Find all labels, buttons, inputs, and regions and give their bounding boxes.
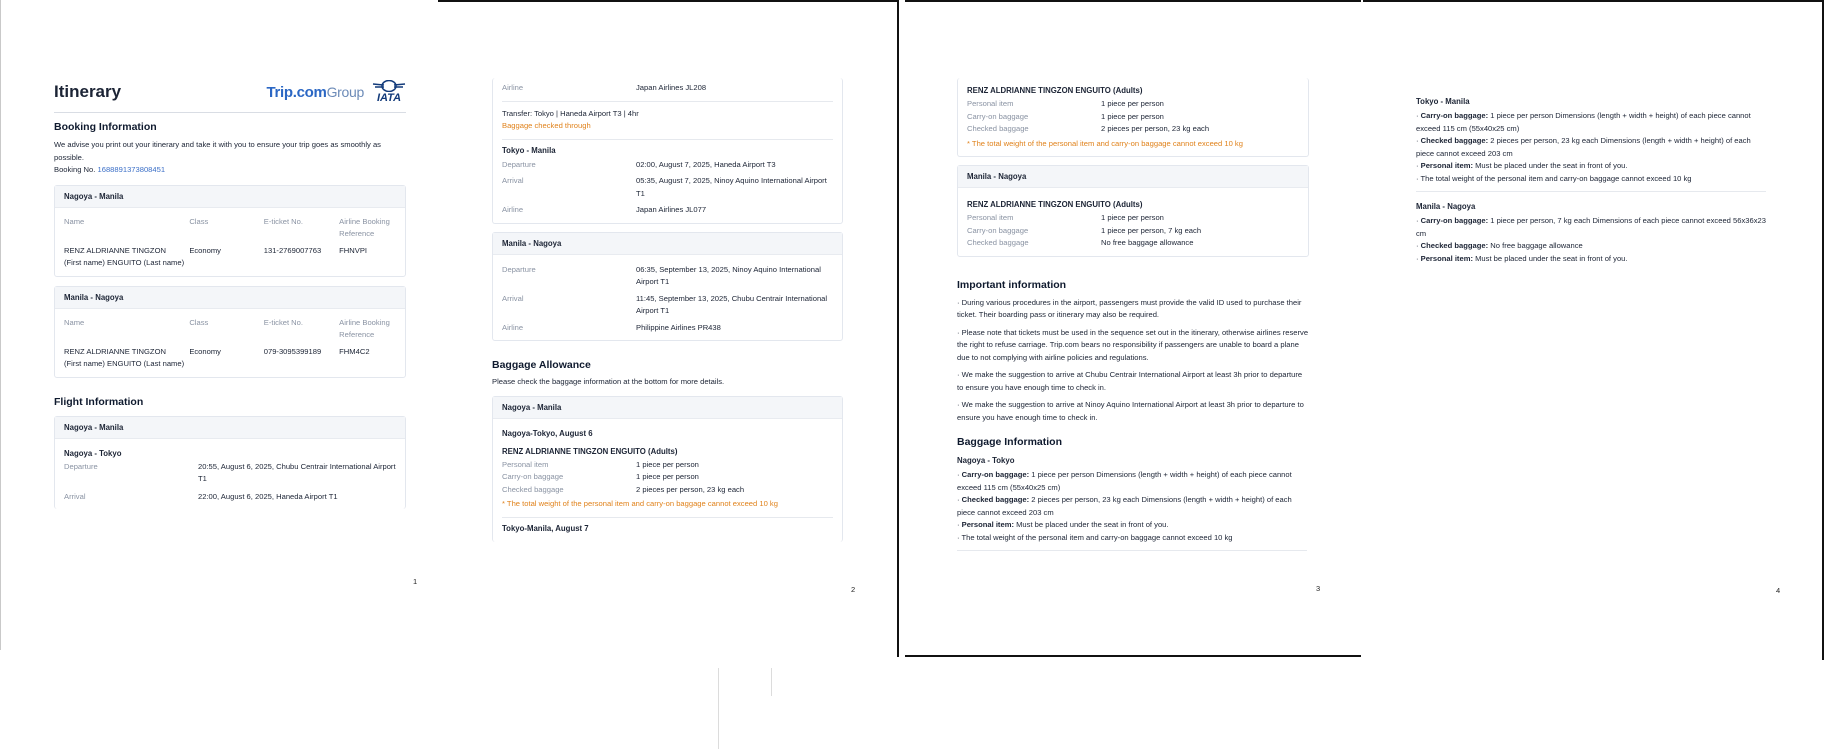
baggage-card: Nagoya - Manila Nagoya-Tokyo, August 6 RENZ ALDRIANNE TINGZON ENGUITO (Adults) Personal item 1 piece per person Carry-on baggage 1 piece per person Checked baggage 2 pieces per person, 23 kg each * The total weight of the personal item and carry-on baggage cannot exceed 10 kg Tokyo-Manila, August 7 — [492, 396, 843, 542]
list-item: · We make the suggestion to arrive at Chubu Centrair International Airport at least 3h prior to departure to ensure you have enough time to check in. — [957, 370, 1303, 392]
page-4 — [1363, 0, 1824, 660]
flight-card: Nagoya - Manila Nagoya - Tokyo Departure 20:55, August 6, 2025, Chubu Centrair International Airport T1 Arrival 22:00, August 6, 2025, Haneda Airport T1 — [54, 416, 406, 510]
list-item: · Carry-on baggage: 1 piece per person Dimensions (length + width + height) of each piece cannot exceed 115 cm (55x40x25 cm) — [1416, 111, 1751, 133]
list-item: · During various procedures in the airport, passengers must provide the valid ID used to purchase their ticket. Their boarding pass or itinerary may also be required. — [957, 297, 1302, 319]
baggage-info-leg: Manila - Nagoya — [1416, 202, 1476, 211]
list-item: · We make the suggestion to arrive at Ninoy Aquino International Airport at least 3h prior to departure to ensure you have enough time to check in. — [957, 400, 1304, 422]
important-heading: Important information — [957, 278, 1067, 291]
baggage-allowance-heading: Baggage Allowance — [492, 359, 591, 371]
segment-card-1 — [54, 185, 406, 277]
table-row: RENZ ALDRIANNE TINGZON (First name) ENGUITO (Last name) Economy 079-3095399189 FHM4C2 — [64, 346, 370, 368]
passenger-name: RENZ ALDRIANNE TINGZON ENGUITO (Adults) — [502, 446, 678, 456]
page-1 — [0, 0, 436, 650]
list-item: · Personal item: Must be placed under the seat in front of you. — [1416, 253, 1628, 263]
segment-route: Manila - Nagoya — [55, 287, 405, 309]
table-row: RENZ ALDRIANNE TINGZON (First name) ENGUITO (Last name) Economy 131-2769007763 FHNVPI — [64, 245, 368, 267]
return-baggage-card: Manila - Nagoya RENZ ALDRIANNE TINGZON ENGUITO (Adults) Personal item 1 piece per person Carry-on baggage 1 piece per person, 7 kg each Checked baggage No free baggage allowance — [957, 165, 1309, 257]
baggage-info-leg: Tokyo - Manila — [1416, 97, 1470, 106]
weight-note: * The total weight of the personal item and carry-on baggage cannot exceed 10 kg — [967, 138, 1243, 148]
passenger-name: RENZ ALDRIANNE TINGZON ENGUITO (Adults) — [967, 86, 1143, 95]
passenger-name: RENZ ALDRIANNE TINGZON ENGUITO (Adults) — [967, 200, 1143, 209]
list-item: · Personal item: Must be placed under the seat in front of you. — [1416, 161, 1628, 170]
page-number: 2 — [851, 585, 856, 594]
flight-leg-title: Tokyo - Manila — [502, 145, 556, 155]
table-header: Name Class E-ticket No. Airline Booking Reference — [64, 317, 390, 339]
page-3 — [905, 0, 1361, 659]
booking-number-link[interactable]: 1688891373808451 — [97, 165, 166, 174]
flight-heading: Flight Information — [54, 395, 144, 408]
list-item: · The total weight of the personal item and carry-on baggage cannot exceed 10 kg — [957, 532, 1233, 542]
tripcom-logo: Trip.comGroup — [266, 83, 364, 101]
list-item: · Personal item: Must be placed under the seat in front of you. — [957, 520, 1169, 529]
baggage-info-heading: Baggage Information — [957, 436, 1063, 448]
page-2 — [438, 0, 899, 657]
booking-heading: Booking Information — [54, 121, 157, 133]
divider — [771, 668, 772, 696]
baggage-card-cont: RENZ ALDRIANNE TINGZON ENGUITO (Adults) Personal item 1 piece per person Carry-on baggage 1 piece per person Checked baggage 2 pieces per person, 23 kg each * The total weight of the personal item and carry-on baggage cannot exceed 10 kg — [957, 78, 1309, 157]
flight-card-title: Nagoya - Manila — [55, 417, 405, 439]
return-flight-title: Manila - Nagoya — [493, 233, 842, 255]
transfer-info: Transfer: Tokyo | Haneda Airport T3 | 4hr — [502, 108, 639, 118]
page-number: 4 — [1776, 586, 1781, 595]
baggage-leg-title: Tokyo-Manila, August 7 — [502, 523, 589, 533]
baggage-note: Please check the baggage information at the bottom for more details. — [492, 377, 725, 386]
baggage-through-note: Baggage checked through — [502, 121, 591, 130]
page-number: 1 — [413, 577, 418, 586]
flight-leg-title: Nagoya - Tokyo — [64, 448, 122, 458]
list-item: · Checked baggage: No free baggage allowance — [1416, 241, 1583, 250]
iata-logo: IATA — [372, 80, 406, 104]
iata-globe-icon — [372, 80, 406, 92]
baggage-card-title: Nagoya - Manila — [493, 397, 842, 419]
page-number: 3 — [1316, 584, 1321, 593]
list-item: · Carry-on baggage: 1 piece per person Dimensions (length + width + height) of each piece cannot exceed 115 cm (55x40x25 cm) — [957, 470, 1292, 492]
segment-route: Nagoya - Manila — [55, 186, 405, 208]
flight-card-cont: Airline Japan Airlines JL208 Transfer: Tokyo | Haneda Airport T3 | 4hr Baggage checked through Tokyo - Manila Departure 02:00, August 7, 2025, Haneda Airport T3 Arrival 05:35, August 7, 2025, Ninoy Aquino International Airport T1 Airline Japan Airlines JL077 — [492, 78, 843, 224]
important-list — [957, 297, 1309, 425]
divider — [718, 668, 719, 749]
return-baggage-title: Manila - Nagoya — [958, 166, 1308, 188]
list-item: · Carry-on baggage: 1 piece per person, 7 kg each Dimensions of each piece cannot exceed 56x36x23 cm — [1416, 216, 1766, 238]
weight-note: * The total weight of the personal item and carry-on baggage cannot exceed 10 kg — [502, 499, 778, 508]
itinerary-title: Itinerary — [54, 82, 122, 101]
list-item: · Checked baggage: 2 pieces per person, 23 kg each Dimensions (length + width + height) of each piece cannot exceed 203 cm — [957, 495, 1292, 517]
list-item: · Checked baggage: 2 pieces per person, 23 kg each Dimensions (length + width + height) of each piece cannot exceed 203 cm — [1416, 136, 1751, 158]
table-header: Name Class E-ticket No. Airline Booking Reference — [64, 216, 390, 238]
booking-number-line: Booking No. 1688891373808451 — [54, 165, 166, 174]
segment-card-2 — [54, 286, 406, 378]
booking-advice: We advise you print out your itinerary and take it with you to ensure your trip goes as smoothly as possible. — [54, 140, 381, 162]
list-item: · The total weight of the personal item and carry-on baggage cannot exceed 10 kg — [1416, 173, 1692, 183]
baggage-leg-title: Nagoya-Tokyo, August 6 — [502, 428, 593, 438]
baggage-info-leg: Nagoya - Tokyo — [957, 456, 1015, 465]
list-item: · Please note that tickets must be used in the sequence set out in the itinerary, otherwise airlines reserve the right to refuse carriage. Trip.com bears no responsibility if passengers are unable to board a plane due to not complying with airline policies and regulations. — [957, 327, 1309, 362]
return-flight-card: Manila - Nagoya Departure 06:35, September 13, 2025, Ninoy Aquino International Airport T1 Arrival 11:45, September 13, 2025, Chubu Centrair International Airport T1 Airline Philippine Airlines PR438 — [492, 232, 843, 342]
logos — [266, 80, 406, 104]
